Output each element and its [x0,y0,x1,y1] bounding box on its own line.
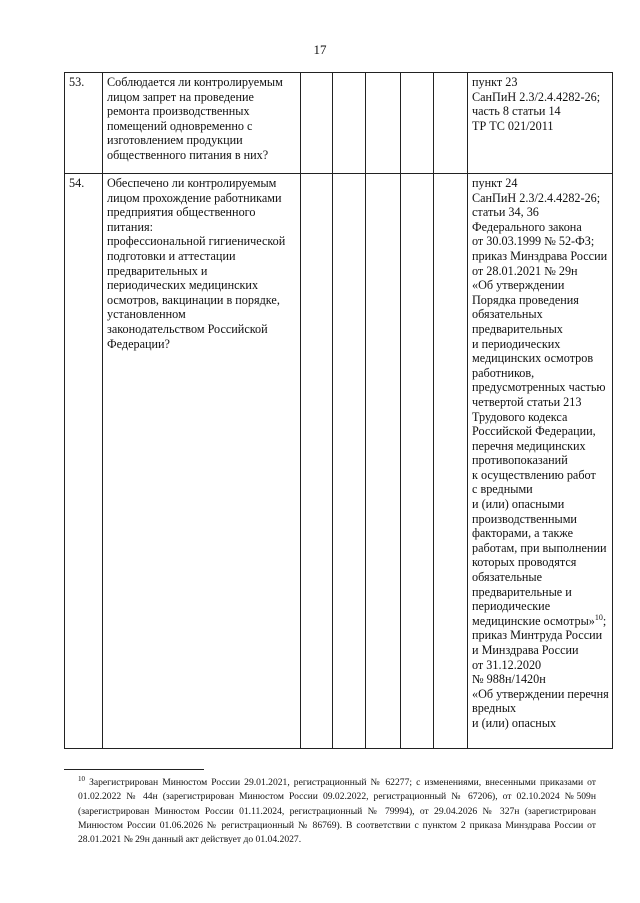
reference-line: противопоказаний [472,453,568,468]
reference-line: Порядка проведения [472,292,579,307]
question-line: изготовлением продукции [107,133,243,148]
reference-line: пункт 23 [472,75,518,89]
reference-line-with-footnote [472,614,608,629]
answer-cell-no [333,174,366,749]
question-line: предприятия общественного [107,205,256,220]
reference-line: от 30.03.1999 № 52-ФЗ; [472,234,595,249]
question-line: подготовки и аттестации [107,248,236,263]
question-line: лицом прохождение работниками [107,190,282,205]
reference-line: которых проводятся [472,555,577,570]
page-number: 17 [313,42,327,57]
answer-cell-extra [434,174,468,749]
footnote-mark: 10 [594,612,603,622]
question-line: помещений одновременно с [107,118,253,133]
question-line: предварительных и [107,263,208,278]
question-line: Федерации? [107,336,170,351]
answer-cell-no [333,73,366,174]
reference-cell [468,73,613,174]
reference-line: от 28.01.2021 № 29н [472,263,578,278]
reference-line: и (или) опасными [472,497,565,512]
reference-line: обязательные [472,570,543,585]
answer-cell-extra [434,73,468,174]
answer-cell-note [401,73,434,174]
reference-line: Российской Федерации, [472,424,596,439]
reference-line: Федерального закона [472,219,582,234]
question-line: законодательством Российской [107,321,268,336]
question-line: Соблюдается ли контролируемым [107,75,283,89]
reference-line: СанПиН 2.3/2.4.4282-26; [472,190,601,205]
question-line: общественного питания в них? [107,147,269,162]
reference-line: вредных [472,701,517,716]
reference-line: от 31.12.2020 [472,657,542,672]
reference-line: медицинские осмотры» [472,613,595,628]
question-line: осмотров, вакцинации в порядке, [107,292,280,307]
reference-line: медицинских осмотров [472,351,594,366]
reference-line: часть 8 статьи 14 [472,104,561,119]
footnote-text: Зарегистрирован Минюстом России 29.01.2021, регистрационный № 62277; с изменениями, внесенными приказами от 01.02.2022 № 44н (зарегистрирован Минюстом России 09.02.2022, регистрационный № 67206), от 02.10.2024 №509н (зарегистрирован Минюстом России 01.11.2024, регистрационный № 79994), от 29.04.2026 № 327н (зарегистрирован Минюстом России 01.06.2026 № регистрационный № 86769). В соответствии с пунктом 2 приказа Минздрава России от 28.01.2021 № 29н данный акт действует до 01.04.2027. [78,777,597,846]
reference-line: предварительных [472,321,563,336]
table-row [65,73,613,174]
reference-line: Трудового кодекса [472,409,568,424]
question-line: периодических медицинских [107,278,259,293]
reference-line: ТР ТС 021/2011 [472,118,554,133]
reference-cell [468,174,613,749]
question-line: питания: [107,219,153,234]
question-line: профессиональной гигиенической [107,234,286,249]
reference-line: перечня медицинских [472,438,586,453]
reference-line: и Минздрава России [472,643,579,657]
reference-line: приказ Минтруда России [472,628,603,643]
question-line: лицом запрет на проведение [107,89,254,104]
row-number: 54. [65,174,103,749]
reference-line: с вредными [472,482,533,497]
reference-line: пункт 24 [472,176,518,190]
reference-line: четвертой статьи 213 [472,394,582,409]
reference-line: работников, [472,365,535,380]
answer-cell-na [366,174,401,749]
table-row [65,174,613,749]
question-line: ремонта производственных [107,104,250,119]
question-line: установленном [107,307,186,322]
reference-line: периодические [472,599,551,614]
checklist-table [64,72,613,749]
reference-line: СанПиН 2.3/2.4.4282-26; [472,89,601,104]
answer-cell-yes [301,174,333,749]
reference-line: предусмотренных частью [472,380,606,395]
reference-line: работам, при выполнении [472,540,607,555]
footnote-number: 10 [78,774,85,783]
reference-line: ; [602,613,607,628]
answer-cell-yes [301,73,333,174]
reference-line: и (или) опасных [472,715,557,730]
question-cell [103,174,301,749]
question-line: Обеспечено ли контролируемым [107,176,277,190]
answer-cell-na [366,73,401,174]
reference-line: предварительные и [472,584,572,599]
footnote-divider [64,769,204,770]
reference-line: производственными [472,511,577,526]
reference-line: обязательных [472,307,543,322]
row-number: 53. [65,73,103,174]
answer-cell-note [401,174,434,749]
reference-line: № 988н/1420н [472,672,546,687]
reference-line: «Об утверждении [472,278,565,293]
reference-line: «Об утверждении перечня [472,686,609,701]
reference-line: статьи 34, 36 [472,205,539,220]
reference-line: приказ Минздрава России [472,248,608,263]
question-cell [103,73,301,174]
reference-line: факторами, а также [472,526,574,541]
reference-line: и периодических [472,336,561,351]
reference-line: к осуществлению работ [472,467,596,482]
footnote [78,776,596,847]
